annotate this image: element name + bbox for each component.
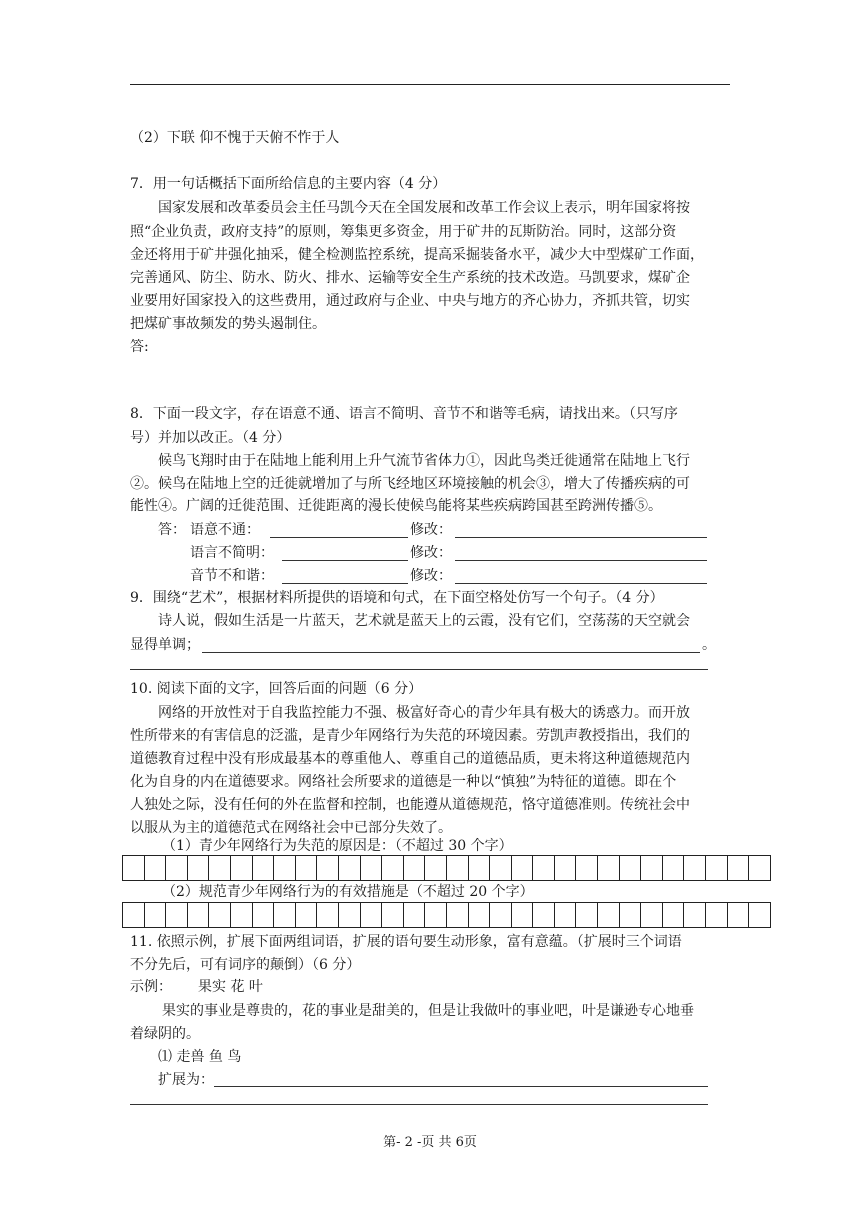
q8-answer-blank[interactable] bbox=[270, 523, 408, 538]
q7-answer-label: 答: bbox=[130, 339, 149, 355]
grid-cell[interactable] bbox=[338, 903, 360, 928]
q8-title-cont: 号）并加以改正。（4 分） bbox=[130, 430, 291, 446]
q9-text-prefix: 显得单调； bbox=[130, 637, 200, 653]
q11-answer-line[interactable] bbox=[130, 1104, 708, 1105]
grid-cell[interactable] bbox=[727, 856, 749, 881]
grid-cell[interactable] bbox=[662, 856, 684, 881]
page-footer: 第- 2 -页 共 6页 bbox=[383, 1135, 477, 1150]
q10-title: 10. 阅读下面的文字，回答后面的问题（6 分） bbox=[130, 681, 423, 697]
grid-cell[interactable] bbox=[360, 903, 382, 928]
grid-cell[interactable] bbox=[619, 903, 641, 928]
grid-cell[interactable] bbox=[749, 903, 771, 928]
grid-cell[interactable] bbox=[490, 903, 512, 928]
grid-cell[interactable] bbox=[684, 903, 706, 928]
grid-row[interactable] bbox=[123, 856, 771, 881]
grid-cell[interactable] bbox=[727, 903, 749, 928]
grid-cell[interactable] bbox=[511, 903, 533, 928]
grid-cell[interactable] bbox=[468, 856, 490, 881]
q10-sub1: （1）青少年网络行为失范的原因是：（不超过 30 个字） bbox=[162, 838, 513, 854]
q8-answer-prefix: 答： bbox=[158, 522, 186, 538]
grid-cell[interactable] bbox=[360, 856, 382, 881]
q6-couplet-line2: （2）下联 仰不愧于天俯不怍于人 bbox=[130, 130, 340, 146]
q10-text-line: 网络的开放性对于自我监控能力不强、极富好奇心的青少年具有极大的诱惑力。而开放 bbox=[158, 705, 690, 721]
q7-text-line: 国家发展和改革委员会主任马凯今天在全国发展和改革工作会议上表示，明年国家将按 bbox=[158, 200, 690, 216]
q9-answer-blank[interactable] bbox=[202, 638, 700, 653]
q10-answer-grid-2[interactable] bbox=[122, 902, 771, 928]
grid-cell[interactable] bbox=[403, 856, 425, 881]
grid-cell[interactable] bbox=[274, 856, 296, 881]
q11-example-line: 果实的事业是尊贵的，花的事业是甜美的，但是让我做叶的事业吧，叶是谦逊专心地垂 bbox=[162, 1003, 694, 1019]
q11-example-label: 示例： bbox=[130, 979, 172, 995]
q8-row-label: 语言不简明： bbox=[190, 545, 274, 561]
grid-cell[interactable] bbox=[641, 903, 663, 928]
grid-cell[interactable] bbox=[425, 856, 447, 881]
q11-example-words: 果实 花 叶 bbox=[198, 979, 263, 995]
grid-cell[interactable] bbox=[490, 856, 512, 881]
grid-cell[interactable] bbox=[684, 856, 706, 881]
grid-cell[interactable] bbox=[706, 856, 728, 881]
grid-cell[interactable] bbox=[187, 856, 209, 881]
q8-modify-blank[interactable] bbox=[455, 569, 707, 584]
q10-text-line: 化为自身的内在道德要求。网络社会所要求的道德是一种以“慎独”为特征的道德。即在个 bbox=[130, 774, 677, 790]
q8-modify-blank[interactable] bbox=[455, 546, 707, 561]
grid-cell[interactable] bbox=[123, 856, 145, 881]
grid-cell[interactable] bbox=[209, 903, 231, 928]
grid-cell[interactable] bbox=[187, 903, 209, 928]
q10-text-line: 性所带来的有害信息的泛滥，是青少年网络行为失范的环境因素。劳凯声教授指出，我们的 bbox=[130, 728, 690, 744]
grid-cell[interactable] bbox=[166, 856, 188, 881]
q9-text-line: 诗人说，假如生活是一片蓝天，艺术就是蓝天上的云霞，没有它们，空荡荡的天空就会 bbox=[158, 613, 690, 629]
grid-cell[interactable] bbox=[382, 856, 404, 881]
q10-text-line: 道德教育过程中没有形成最基本的尊重他人、尊重自己的道德品质，更未将这种道德规范内 bbox=[130, 751, 690, 767]
grid-cell[interactable] bbox=[425, 903, 447, 928]
grid-cell[interactable] bbox=[144, 903, 166, 928]
grid-cell[interactable] bbox=[554, 856, 576, 881]
q8-modify-label: 修改： bbox=[410, 545, 452, 561]
grid-cell[interactable] bbox=[338, 856, 360, 881]
q8-text-line: 能性④。广阔的迁徙范围、迁徙距离的漫长使候鸟能将某些疾病跨国甚至跨洲传播⑤。 bbox=[130, 498, 662, 514]
q10-answer-grid-1[interactable] bbox=[122, 855, 771, 881]
q11-expand-label: 扩展为： bbox=[158, 1072, 214, 1088]
q9-text-suffix: 。 bbox=[702, 637, 716, 653]
q8-answer-blank[interactable] bbox=[282, 569, 408, 584]
grid-cell[interactable] bbox=[166, 903, 188, 928]
grid-cell[interactable] bbox=[317, 903, 339, 928]
grid-cell[interactable] bbox=[511, 856, 533, 881]
grid-cell[interactable] bbox=[209, 856, 231, 881]
q9-answer-line[interactable] bbox=[130, 669, 708, 670]
grid-cell[interactable] bbox=[252, 903, 274, 928]
q8-modify-blank[interactable] bbox=[455, 523, 707, 538]
q9-title: 9．围绕“艺术”，根据材料所提供的语境和句式，在下面空格处仿写一个句子。（4 分） bbox=[130, 590, 664, 606]
q10-text-line: 人独处之际，没有任何的外在监督和控制，也能遵从道德规范，恪守道德准则。传统社会中 bbox=[130, 797, 690, 813]
grid-cell[interactable] bbox=[576, 903, 598, 928]
grid-cell[interactable] bbox=[230, 856, 252, 881]
grid-cell[interactable] bbox=[274, 903, 296, 928]
grid-row[interactable] bbox=[123, 903, 771, 928]
q11-expand-blank[interactable] bbox=[214, 1072, 708, 1087]
grid-cell[interactable] bbox=[598, 903, 620, 928]
grid-cell[interactable] bbox=[403, 903, 425, 928]
q11-example-line: 着绿阴的。 bbox=[130, 1026, 200, 1042]
grid-cell[interactable] bbox=[598, 856, 620, 881]
grid-cell[interactable] bbox=[123, 903, 145, 928]
grid-cell[interactable] bbox=[533, 903, 555, 928]
grid-cell[interactable] bbox=[576, 856, 598, 881]
grid-cell[interactable] bbox=[295, 903, 317, 928]
grid-cell[interactable] bbox=[468, 903, 490, 928]
q7-text-line: 把煤矿事故频发的势头遏制住。 bbox=[130, 316, 326, 332]
q7-title: 7．用一句话概括下面所给信息的主要内容（4 分） bbox=[130, 176, 447, 192]
grid-cell[interactable] bbox=[619, 856, 641, 881]
grid-cell[interactable] bbox=[554, 903, 576, 928]
header-rule bbox=[130, 84, 730, 85]
q8-row-label: 语意不通： bbox=[190, 522, 260, 538]
q8-modify-label: 修改： bbox=[410, 522, 452, 538]
q8-title: 8．下面一段文字，存在语意不通、语言不简明、音节不和谐等毛病，请找出来。（只写序 bbox=[130, 406, 678, 422]
grid-cell[interactable] bbox=[446, 856, 468, 881]
q7-text-line: 完善通风、防尘、防水、防火、排水、运输等安全生产系统的技术改造。马凯要求，煤矿企 bbox=[130, 270, 690, 286]
grid-cell[interactable] bbox=[144, 856, 166, 881]
grid-cell[interactable] bbox=[533, 856, 555, 881]
grid-cell[interactable] bbox=[295, 856, 317, 881]
q11-title-cont: 不分先后，可有词序的颠倒）（6 分） bbox=[130, 957, 361, 973]
grid-cell[interactable] bbox=[230, 903, 252, 928]
q10-text-line: 以服从为主的道德范式在网络社会中已部分失效了。 bbox=[130, 820, 452, 836]
q8-answer-blank[interactable] bbox=[282, 546, 408, 561]
q7-text-line: 业要用好国家投入的这些费用，通过政府与企业、中央与地方的齐心协力，齐抓共管，切实 bbox=[130, 293, 690, 309]
grid-cell[interactable] bbox=[446, 903, 468, 928]
grid-cell[interactable] bbox=[749, 856, 771, 881]
q11-title: 11. 依照示例，扩展下面两组词语，扩展的语句要生动形象，富有意蕴。（扩展时三个词语 bbox=[130, 934, 682, 950]
q7-text-line: 照“企业负责，政府支持”的原则，筹集更多资金，用于矿井的瓦斯防治。同时，这部分资 bbox=[130, 224, 677, 240]
q8-text-line: ②。候鸟在陆地上空的迁徙就增加了与所飞经地区环境接触的机会③，增大了传播疾病的可 bbox=[130, 476, 690, 492]
q8-row-label: 音节不和谐： bbox=[190, 568, 274, 584]
grid-cell[interactable] bbox=[641, 856, 663, 881]
q11-item1: ⑴ 走兽 鱼 鸟 bbox=[158, 1049, 242, 1065]
grid-cell[interactable] bbox=[662, 903, 684, 928]
q8-text-line: 候鸟飞翔时由于在陆地上能利用上升气流节省体力①，因此鸟类迁徙通常在陆地上飞行 bbox=[158, 453, 690, 469]
q7-text-line: 金还将用于矿井强化抽采，健全检测监控系统，提高采掘装备水平，减少大中型煤矿工作面， bbox=[130, 247, 704, 263]
q8-modify-label: 修改： bbox=[410, 568, 452, 584]
q10-sub2: （2）规范青少年网络行为的有效措施是（不超过 20 个字） bbox=[162, 884, 534, 900]
grid-cell[interactable] bbox=[252, 856, 274, 881]
grid-cell[interactable] bbox=[382, 903, 404, 928]
grid-cell[interactable] bbox=[317, 856, 339, 881]
grid-cell[interactable] bbox=[706, 903, 728, 928]
